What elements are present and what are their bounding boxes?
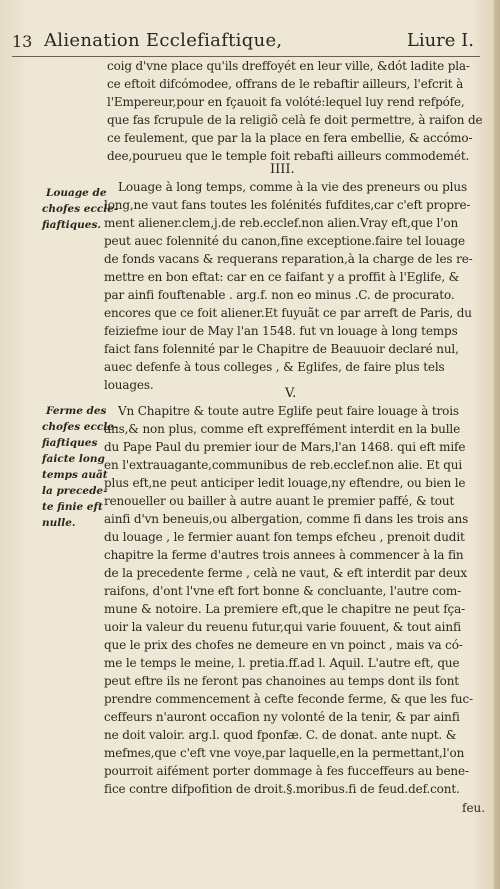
- text-line: ment aliener.clem,j.de reb.ecclef.non alien.Vray eft,que l'on: [104, 216, 459, 230]
- margin-note-line: Louage de: [46, 187, 107, 199]
- section-numeral-v: V.: [285, 386, 297, 401]
- text-line: mefmes,que c'eft vne voye,par laquelle,en la permettant,l'on: [104, 746, 465, 760]
- text-line: que le prix des chofes ne demeure en vn poinct , mais va có-: [104, 638, 463, 652]
- text-line: coig d'vne place qu'ils dreffoyét en leur ville, &dót ladite pla-: [107, 59, 470, 73]
- margin-note-line: nulle.: [42, 517, 76, 529]
- margin-note-line: faicte long: [42, 453, 105, 465]
- text-line: ceffeurs n'auront occafion ny volonté de la tenir, & par ainfi: [104, 710, 460, 724]
- text-line: ne doit valoir. arg.l. quod fponfæ. C. de donat. ante nupt. &: [104, 728, 457, 742]
- text-line: raifons, d'ont l'vne eft fort bonne & concluante, l'autre com-: [104, 584, 462, 598]
- margin-note-line: chofes eccle-: [42, 203, 119, 215]
- text-line: par ainfi fouftenable . arg.f. non eo minus .C. de procurato.: [104, 288, 455, 302]
- margin-note-line: la precede-: [42, 485, 108, 497]
- margin-note-line: chofes eccle-: [42, 421, 119, 433]
- header-rule: [12, 56, 480, 57]
- text-line: louages.: [104, 378, 154, 392]
- text-line: Louage à long temps, comme à la vie des preneurs ou plus: [118, 180, 467, 194]
- margin-note-line: temps auãt: [42, 469, 108, 481]
- text-line: prendre commencement à cefte feconde ferme, & que les fuc-: [104, 692, 473, 706]
- text-line: long,ne vaut fans toutes les folénités fufdites,car c'eft propre-: [104, 198, 471, 212]
- text-line: de la precedente ferme , celà ne vaut, & eft interdit par deux: [104, 566, 468, 580]
- margin-note-line: fiaftiques: [42, 437, 98, 449]
- margin-note-line: Ferme des: [46, 405, 107, 417]
- text-line: uoir la valeur du reuenu futur,qui varie fouuent, & tout ainfi: [104, 620, 461, 634]
- text-line: peut auec folennité du canon,fine exceptione.faire tel louage: [104, 234, 465, 248]
- text-line: mettre en bon eftat: car en ce faifant y a proffit à l'Eglife, &: [104, 270, 460, 284]
- text-line: auec defenfe à tous colleges , & Eglifes, de faire plus tels: [104, 360, 445, 374]
- margin-note-line: fiaftiques.: [42, 219, 102, 231]
- text-line: ainfi d'vn beneuis,ou albergation, comme fi dans les trois ans: [104, 512, 469, 526]
- page-edge-shadow: [494, 0, 500, 889]
- text-line: feiziefme iour de May l'an 1548. fut vn louage à long temps: [104, 324, 458, 338]
- text-line: ce feulement, que par la la place en fera embellie, & accómo-: [107, 131, 473, 145]
- text-line: plus eft,ne peut anticiper ledit louage,ny eftendre, ou bien le: [104, 476, 466, 490]
- section-numeral-iiii: IIII.: [270, 162, 295, 177]
- text-line: encores que ce foit aliener.Et fuyuãt ce par arreft de Paris, du: [104, 306, 472, 320]
- margin-note-line: te finie eft: [42, 501, 103, 513]
- book-number: Liure I.: [406, 30, 474, 51]
- text-line: ans,& non plus, comme eft expreffément interdit en la bulle: [104, 422, 461, 436]
- text-line: que fas fcrupule de la religiõ celà fe doit permettre, à raifon de: [107, 113, 483, 127]
- text-line: chapitre la ferme d'autres trois annees à commencer à la fin: [104, 548, 464, 562]
- text-line: mune & notoire. La premiere eft,que le chapitre ne peut fça-: [104, 602, 466, 616]
- text-line: fice contre difpofition de droit.§.moribus.fi de feud.def.cont.: [104, 782, 460, 796]
- text-line: l'Empereur,pour en fçauoit fa volóté:lequel luy rend refpófe,: [107, 95, 465, 109]
- text-line: du Pape Paul du premier iour de Mars,l'an 1468. qui eft mife: [104, 440, 466, 454]
- text-line: de fonds vacans & requerans reparation,à la charge de les re-: [104, 252, 473, 266]
- text-line: faict fans folennité par le Chapitre de Beauuoir declaré nul,: [104, 342, 459, 356]
- page-number: 13: [12, 32, 33, 51]
- running-title: Alienation Ecclefiaftique,: [44, 30, 283, 51]
- text-line: pourroit aifément porter dommage à fes fucceffeurs au bene-: [104, 764, 469, 778]
- text-line: du louage , le fermier auant fon temps efcheu , prenoit dudit: [104, 530, 465, 544]
- text-line: dee,pourueu que le temple foit rebafti ailleurs commodemét.: [107, 149, 470, 163]
- running-header: [12, 30, 482, 56]
- text-line: renoueller ou bailler à autre auant le premier paffé, & tout: [104, 494, 455, 508]
- text-line: Vn Chapitre & toute autre Eglife peut faire louage à trois: [118, 404, 459, 418]
- catchword: feu.: [462, 801, 486, 815]
- text-line: ce eftoit difcómodee, offrans de le rebaftir ailleurs, l'efcrit à: [107, 77, 464, 91]
- text-line: en l'extrauagante,communibus de reb.ecclef.non alie. Et qui: [104, 458, 463, 472]
- text-line: peut eftre ils ne feront pas chanoines au temps dont ils font: [104, 674, 459, 688]
- text-line: me le temps le meine, l. pretia.ff.ad l. Aquil. L'autre eft, que: [104, 656, 460, 670]
